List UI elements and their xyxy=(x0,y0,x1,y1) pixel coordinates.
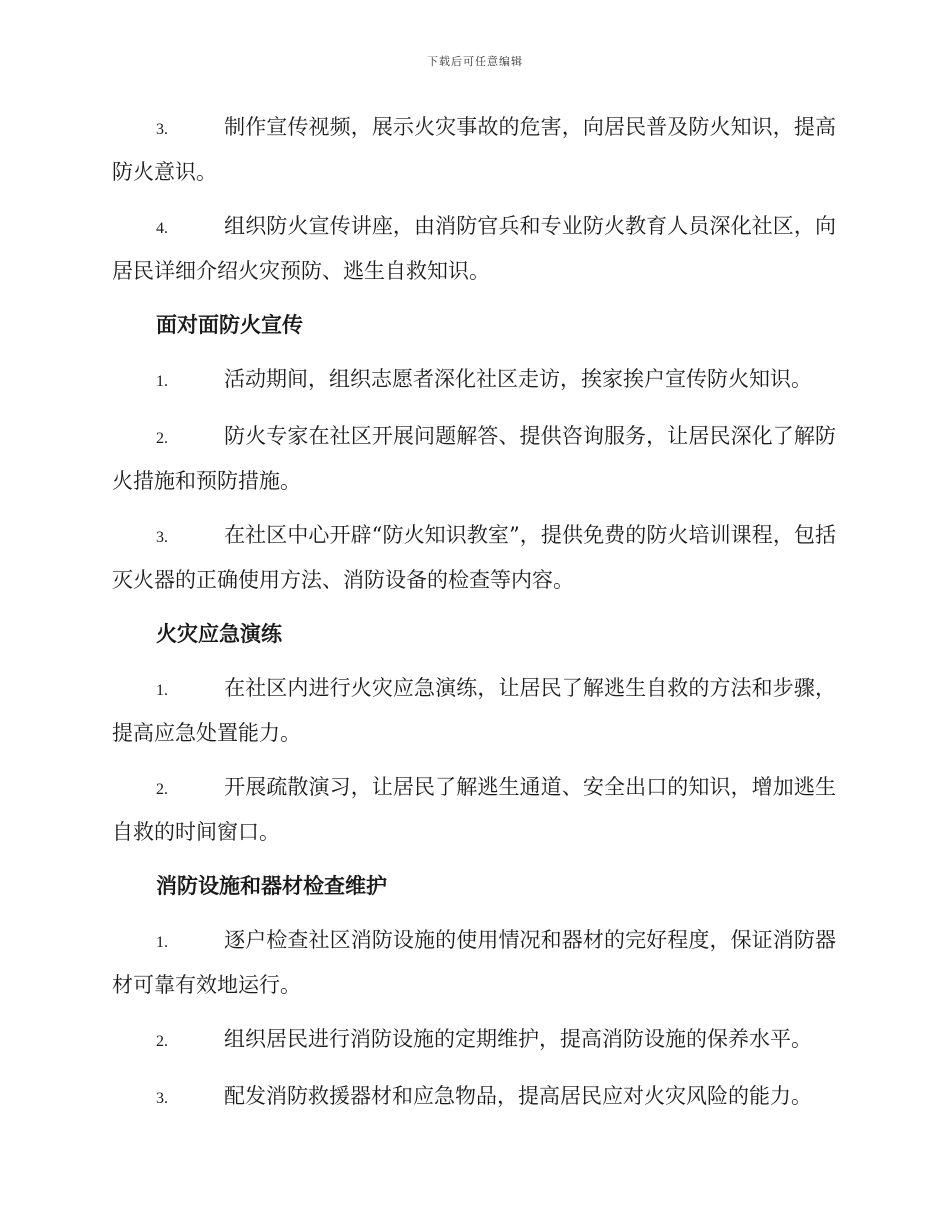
list-item xyxy=(112,1018,836,1063)
list-item xyxy=(112,106,836,193)
section-heading: 消防设施和器材检查维护 xyxy=(156,874,387,898)
item-text: 防火专家在社区开展问题解答、提供咨询服务，让居民深化了解防火措施和预防措施。 xyxy=(112,424,836,493)
item-number: 1. xyxy=(156,682,168,699)
item-text: 组织居民进行消防设施的定期维护，提高消防设施的保养水平。 xyxy=(224,1027,812,1051)
header-note: 下载后可任意编辑 xyxy=(427,55,523,68)
item-text: 组织防火宣传讲座，由消防官兵和专业防火教育人员深化社区，向居民详细介绍火灾预防、逃生自救知识。 xyxy=(112,214,836,283)
item-number: 3. xyxy=(156,1090,168,1107)
section-heading: 火灾应急演练 xyxy=(156,622,282,646)
item-number: 2. xyxy=(156,430,168,447)
item-number: 3. xyxy=(156,121,168,138)
item-number: 1. xyxy=(156,934,168,951)
list-item xyxy=(112,514,836,601)
item-text: 逐户检查社区消防设施的使用情况和器材的完好程度，保证消防器材可靠有效地运行。 xyxy=(112,928,836,997)
item-text: 开展疏散演习，让居民了解逃生通道、安全出口的知识，增加逃生自救的时间窗口。 xyxy=(112,775,836,844)
item-text: 配发消防救援器材和应急物品，提高居民应对火灾风险的能力。 xyxy=(224,1084,812,1108)
list-item xyxy=(112,667,836,754)
section-heading: 面对面防火宣传 xyxy=(156,313,303,337)
item-number: 3. xyxy=(156,529,168,546)
item-text: 在社区中心开辟“防火知识教室”，提供免费的防火培训课程，包括灭火器的正确使用方法、消防设备的检查等内容。 xyxy=(112,523,836,592)
item-number: 2. xyxy=(156,781,168,798)
document-body xyxy=(112,106,836,1132)
item-number: 2. xyxy=(156,1033,168,1050)
item-text: 活动期间，组织志愿者深化社区走访，挨家挨户宣传防火知识。 xyxy=(224,367,812,391)
item-number: 1. xyxy=(156,373,168,390)
list-item xyxy=(112,205,836,292)
list-item xyxy=(112,415,836,502)
item-text: 制作宣传视频，展示火灾事故的危害，向居民普及防火知识，提高防火意识。 xyxy=(112,115,836,184)
list-item xyxy=(112,766,836,853)
item-number: 4. xyxy=(156,220,168,237)
item-text: 在社区内进行火灾应急演练，让居民了解逃生自救的方法和步骤，提高应急处置能力。 xyxy=(112,676,836,745)
list-item xyxy=(112,1075,836,1120)
list-item xyxy=(112,919,836,1006)
list-item xyxy=(112,358,836,403)
